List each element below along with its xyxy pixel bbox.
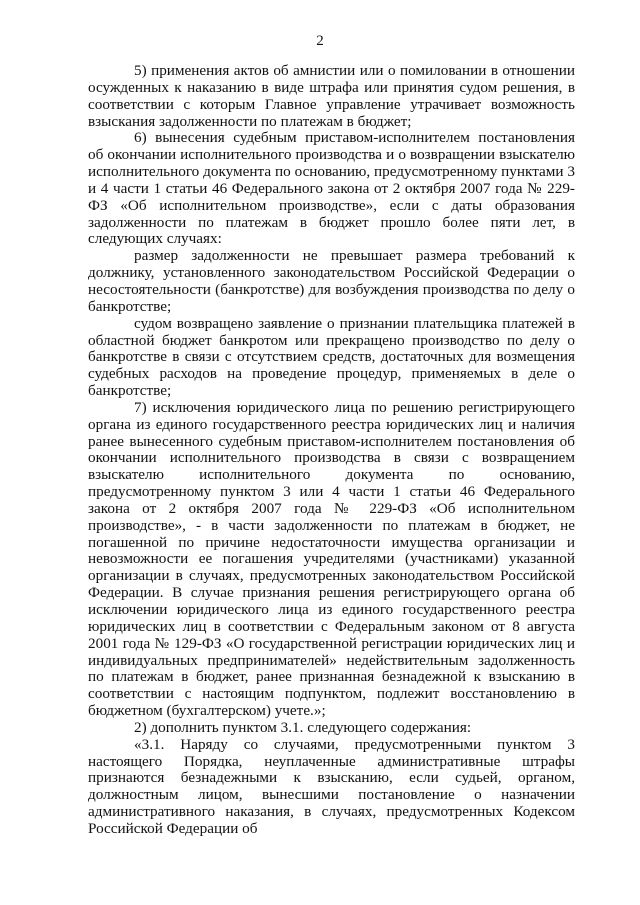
paragraph-case-court-returned: судом возвращено заявление о признании плательщика платежей в областной бюджет банкротом или прекращено производство по делу о банкротстве в связи с отсутствием средств, достаточных для возмещения судебных расходов на проведение процедур, применяемых в деле о банкротстве; [88,314,575,400]
paragraph-item-7: 7) исключения юридического лица по решению регистрирующего органа из единого государственного реестра юридических лиц и наличия ранее вынесенного судебным приставом-исполнителем постановления об окончании исполнительного производства в связи с возвращением взыскателю исполнительного документа по основанию, предусмотренному пунктом 3 или 4 части 1 статьи 46 Федерального закона от 2 октября 2007 года № 229-ФЗ «Об исполнительном производстве», - в части задолженности по платежам в бюджет, не погашенной по причине недостаточности имущества организации и невозможности ее погашения учредителями (участниками) указанной организации в случаях, предусмотренных законодательством Российской Федерации. В случае признания решения регистрирующего органа об исключении юридического лица из единого государственного реестра юридических лиц в соответствии с Федеральным законом от 8 августа 2001 года № 129-ФЗ «О государственной регистрации юридических лиц и индивидуальных предпринимателей» недействительным задолженность по платежам в бюджет, ранее признанная безнадежной к взысканию в соответствии с настоящим подпунктом, подлежит восстановлению в бюджетном (бухгалтерском) учете.»; [88,398,575,720]
paragraph-case-debt-size: размер задолженности не превышает размера требований к должнику, установленного законодательством Российской Федерации о несостоятельности (банкротстве) для возбуждения производства по делу о банкротстве; [88,247,575,315]
paragraph-item-6: 6) вынесения судебным приставом-исполнителем постановления об окончании исполнительного производства и о возвращении взыскателю исполнительного документа по основанию, предусмотренному пунктами 3 и 4 части 1 статьи 46 Федерального закона от 2 октября 2007 года № 229-ФЗ «Об исполнительном производстве», если с даты образования задолженности по платежам в бюджет прошло более пяти лет, в следующих случаях: [88,129,575,248]
paragraph-item-5: 5) применения актов об амнистии или о помиловании в отношении осужденных к наказанию в виде штрафа или принятия судом решения, в соответствии с которым Главное управление утрачивает возможность взыскания задолженности по платежам в бюджет; [88,62,575,130]
document-body [88,63,575,838]
page-number: 2 [316,33,324,49]
paragraph-amendment-2: 2) дополнить пунктом 3.1. следующего содержания: [134,718,472,736]
paragraph-clause-3-1: «3.1. Наряду со случаями, предусмотренными пунктом 3 настоящего Порядка, неуплаченные административные штрафы признаются безнадежными к взысканию, если судьей, органом, должностным лицом, вынесшими постановление о назначении административного наказания, в случаях, предусмотренных Кодексом Российской Федерации об [88,735,575,837]
